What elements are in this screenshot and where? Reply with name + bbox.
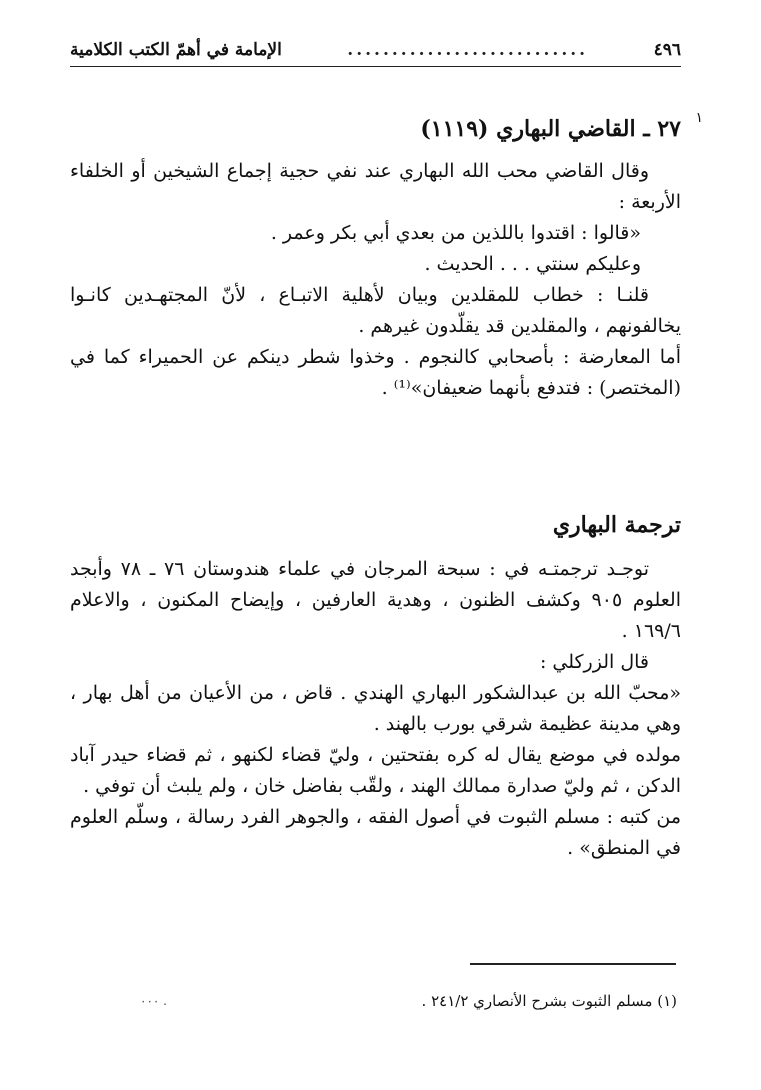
paragraph-quote-hadith: وعليكم سنتي . . . الحديث . [424,253,641,275]
page-code: ٠٠٠ . [140,994,167,1008]
page-number: ٤٩٦ [653,40,681,60]
paragraph-sources: توجـد ترجمتـه في : سبحة المرجان في علماء هندوستان ٧٦ ـ ٧٨ وأبجد العلوم ٩٠٥ وكشف الظنون ، وهدية العارفين ، وإيضاح المكنون ، والاعلام ١٦٩/٦ . [70,558,681,642]
paragraph-objection: أما المعارضة : بأصحابي كالنجوم . وخذوا شطر دينكم عن الحميراء كما في (المختصر) : فتدفع بأنهما ضعيفان»⁽¹⁾ . [70,346,681,399]
paragraph-birthplace: مولده في موضع يقال له كره بفتحتين ، وليّ قضاء لكنهو ، ثم قضاء حيدر آباد الدكن ، ثم وليّ صدارة ممالك الهند ، ولقّب بفاضل خان ، ولم يلبث أن توفي . [70,744,681,797]
footnote-divider [470,963,676,965]
section-heading-biography: ترجمة البهاري [552,512,681,538]
header-dot-leader: ........................... [347,40,589,60]
paragraph-quote-start: «قالوا : اقتدوا باللذين من بعدي أبي بكر وعمر . [270,222,641,244]
section-body-quote [70,156,681,404]
running-title: الإمامة في أهمّ الكتب الكلامية [70,40,282,60]
paragraph-zirikli-quote: «محبّ الله بن عبدالشكور البهاري الهندي . قاض ، من الأعيان من أهل بهار ، وهي مدينة عظيمة شرقي بورب بالهند . [70,682,681,735]
section-body-biography [70,554,681,864]
margin-mark: ١ [695,110,703,126]
paragraph-reply: قلنـا : خطاب للمقلدين وبيان لأهلية الاتبـاع ، لأنّ المجتهـدين كانـوا يخالفونهم ، والمقلدين قد يقلّدون غيرهم . [70,284,681,337]
footnote: (١) مسلم الثبوت بشرح الأنصاري ٢٤١/٢ . [421,992,677,1010]
page-header [70,34,681,67]
paragraph-works: من كتبه : مسلم الثبوت في أصول الفقه ، والجوهر الفرد رسالة ، وسلّم العلوم في المنطق» . [70,806,681,859]
paragraph-intro: وقال القاضي محب الله البهاري عند نفي حجية إجماع الشيخين أو الخلفاء الأربعة : [70,160,681,213]
paragraph-zirikli-intro: قال الزركلي : [539,651,649,673]
section-heading-bahari: ٢٧ ـ القاضي البهاري (١١١٩) [420,116,681,142]
